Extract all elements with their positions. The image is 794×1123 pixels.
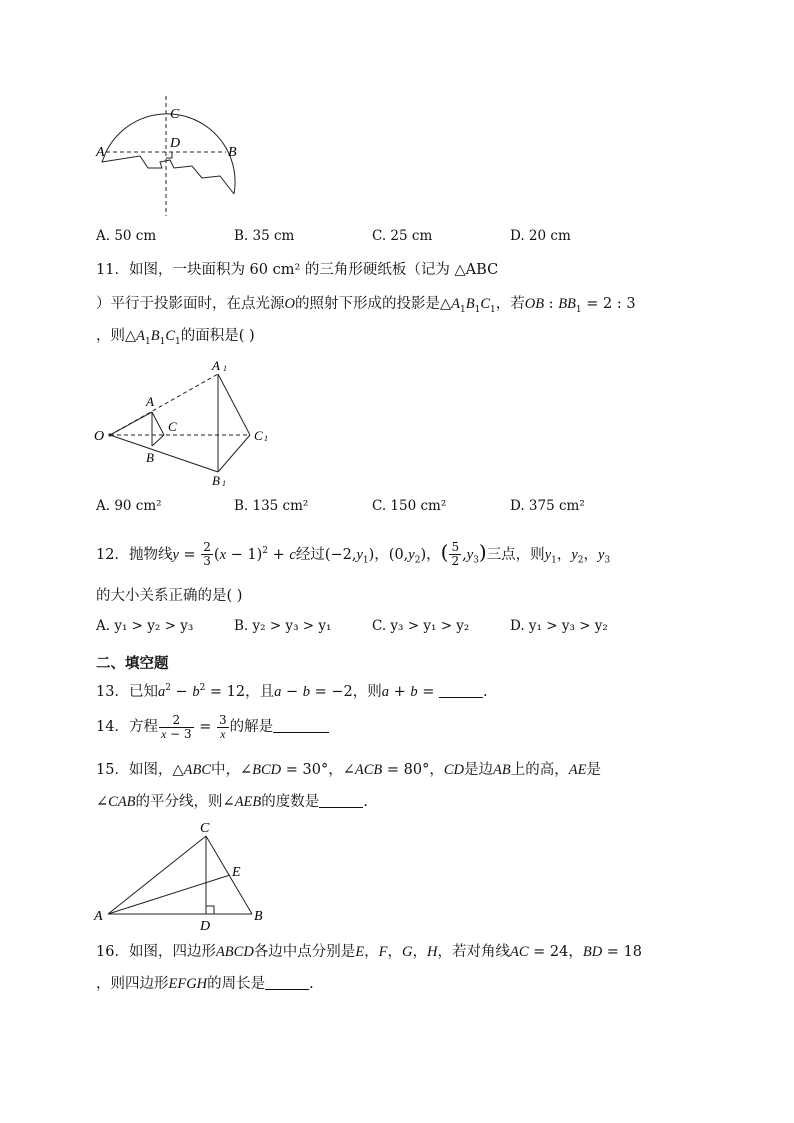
q12-line1: 12．抛物线y = $\frac{2}{3}$ $(x - 1)^2 + c$经过$(-2,y_1)$，$(0,y_2)$，( $\frac{5}{2}$ $,y_3$)三点，则$y_1$，$y_2$，$y_3$ [96,539,611,569]
q12-option-b: B. y₂ > y₃ > y₁ [234,618,332,634]
q16-line1: 16．如图，四边形ABCD各边中点分别是E，F，G，H，若对角线AC = 24，BD = 18 [96,944,643,960]
label-D: D [170,136,181,151]
figure-q11 [90,356,290,490]
q16-line2: ，则四边形EFGH的周长是 . [96,976,314,992]
label-B: B [228,145,237,160]
label-C: C [168,419,177,434]
q11-line3: ，则$\triangle A_1B_1C_1$的面积是( ) [96,328,255,347]
label-A1: A [212,358,220,373]
q11-option-a: A. 90 cm² [96,498,162,514]
q10-option-b: B. 35 cm [234,228,295,244]
section-title: 二、填空题 [96,656,169,672]
q11-option-d: D. 375 cm² [510,498,585,514]
q10-option-c: C. 25 cm [372,228,433,244]
label-C: C [170,107,180,122]
q13-line: 13．已知$a^2 - b^2 = 12$，且a − b = −2，则a + b = . [96,683,488,700]
label-D: D [200,919,211,934]
label-C1: C [254,428,263,443]
q12-option-c: C. y₃ > y₁ > y₂ [372,618,470,634]
svg-text:1: 1 [222,479,226,488]
q11-line2: ）平行于投影面时，在点光源O的照射下形成的投影是$\triangle A_1B_1C_1$，若OB : $BB_1 = 2$ : 3 [96,296,636,315]
q14-line: 14．方程 $\frac{2}{x - 3}$ = $\frac{3}{x}$ 的解是 [96,710,329,744]
svg-text:1: 1 [264,434,268,443]
label-B1: B [212,473,220,488]
q12-line2: 的大小关系正确的是( ) [96,588,243,604]
q11-line1: 11．如图，一块面积为 60 cm² 的三角形硬纸板（记为 △ABC [96,262,499,278]
svg-text:1: 1 [223,364,227,373]
q10-option-a: A. 50 cm [96,228,157,244]
label-A: A [146,394,154,409]
q11-option-b: B. 135 cm² [234,498,309,514]
label-E: E [232,865,241,880]
label-A: A [96,145,105,160]
figure-q10 [90,94,250,219]
label-B: B [146,450,154,465]
label-C: C [200,821,210,836]
label-B: B [254,909,263,924]
q12-option-a: A. y₁ > y₂ > y₃ [96,618,194,634]
q15-line1: 15．如图，△ABC中，∠BCD = 30°，∠ACB = 80°，CD是边AB上的高，AE是 [96,762,601,778]
q15-line2: ∠CAB的平分线，则∠AEB的度数是 . [96,794,368,810]
label-O: O [94,429,105,444]
figure-q15 [90,816,280,934]
q10-option-d: D. 20 cm [510,228,571,244]
q12-option-d: D. y₁ > y₃ > y₂ [510,618,608,634]
label-A: A [94,909,103,924]
q11-option-c: C. 150 cm² [372,498,447,514]
